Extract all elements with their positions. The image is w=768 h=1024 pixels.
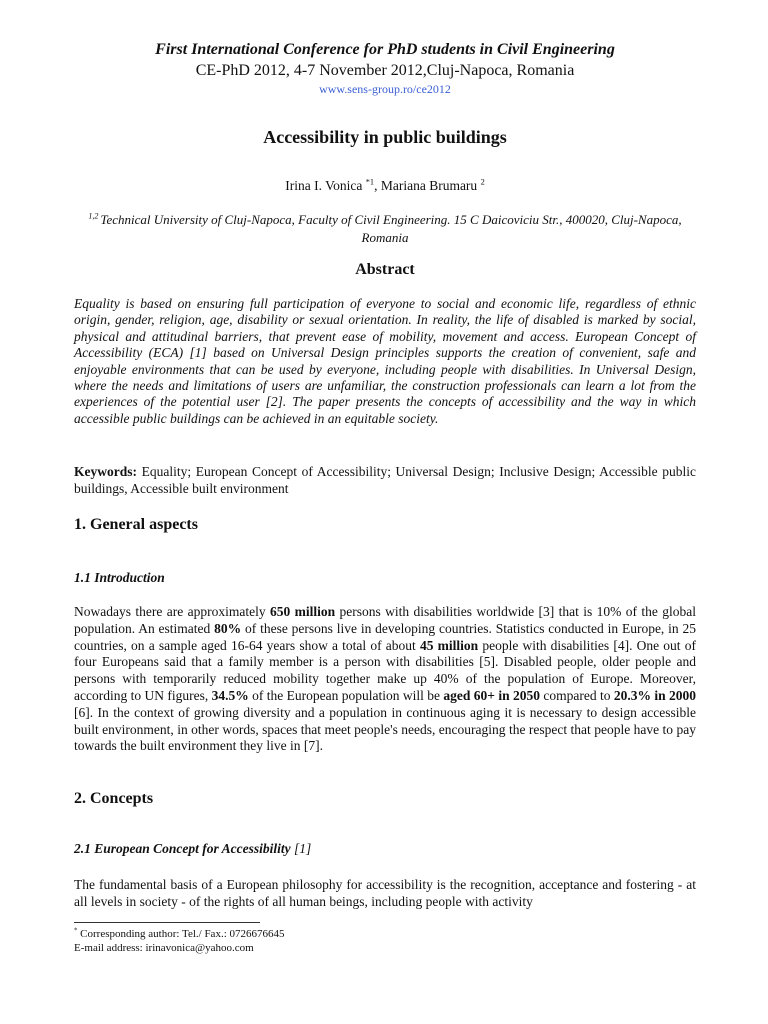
section-2-1-ref: [1] — [294, 841, 312, 856]
author-1: Irina I. Vonica — [285, 178, 366, 193]
introduction-paragraph — [74, 604, 696, 755]
intro-bold-3: 45 million — [419, 637, 479, 653]
intro-bold-4: 34.5% — [211, 687, 249, 703]
affiliation-text: Technical University of Cluj-Napoca, Faculty of Civil Engineering. 15 C Daicoviciu Str., 400020, Cluj-Napoca, Romania — [100, 212, 682, 245]
authors — [74, 178, 696, 194]
conference-url-link[interactable]: www.sens-group.ro/ce2012 — [319, 82, 451, 96]
intro-bold-5: aged 60+ in 2050 — [443, 687, 540, 703]
author-2-mark: 2 — [480, 177, 485, 187]
footnote-line-1 — [74, 928, 696, 942]
intro-text-4: people with disabilities [4]. One out of four Europeans said that a family member is a person with disabilities [5]. Disabled people, older people and persons with temporarily reduced mobility together make up 40% of the population of Europe. Moreover, according to UN figures, — [74, 637, 696, 703]
footnote-divider — [74, 922, 260, 923]
intro-text-5: of the European population will be — [248, 687, 444, 703]
intro-text-7: [6]. In the context of growing diversity and a population in continuous aging it is necessary to design accessible built environment, in other words, spaces that meet people's needs, encouraging the respect that people have to pay towards the built environment they live in [7]. — [74, 704, 696, 754]
author-separator-and-author-2: , Mariana Brumaru — [374, 178, 481, 193]
footnote-contact: Corresponding author: Tel./ Fax.: 0726676645 — [77, 928, 285, 940]
conference-subtitle: CE-PhD 2012, 4-7 November 2012,Cluj-Napoca, Romania — [195, 62, 575, 79]
affiliation — [74, 211, 696, 247]
abstract-text: Equality is based on ensuring full participation of everyone to social and economic life, regardless of ethnic origin, gender, religion, age, disability or sexual orientation. In reality, the life of disabled is marked by social, physical and attitudinal barriers, that prevent ease of mobility, movement and access. European Concept of Accessibility (ECA) [1] based on Universal Design principles supports the creation of convenient, safe and enjoyable environments that can be used by everyone, including people with disabilities. In Universal Design, where the needs and limitations of users are unfamiliar, the construction professionals can learn a lot from the experiences of the potential user [2]. The paper presents the concepts of accessibility and the way in which accessible public buildings can be achieved in an equitable society. — [74, 296, 696, 426]
intro-bold-6: 20.3% in 2000 — [613, 687, 697, 703]
intro-bold-2: 80% — [214, 620, 242, 636]
keywords-label: Keywords: — [74, 464, 137, 479]
concept-paragraph: The fundamental basis of a European philosophy for accessibility is the recognition, acceptance and fostering - at all levels in society - of the rights of all human beings, including people with activity — [74, 877, 696, 909]
section-2-heading: 2. Concepts — [74, 790, 154, 807]
section-2-1-title: 2.1 European Concept for Accessibility — [74, 841, 294, 856]
affiliation-mark: 1,2 — [88, 211, 101, 221]
intro-text-1: Nowadays there are approximately — [74, 604, 270, 619]
author-1-mark: *1 — [365, 177, 375, 187]
intro-text-2: persons with disabilities worldwide [3] that is 10% of the global population. An estimated — [74, 604, 696, 636]
abstract-heading: Abstract — [355, 261, 415, 278]
section-1-1-heading: 1.1 Introduction — [74, 570, 165, 585]
conference-title: First International Conference for PhD students in Civil Engineering — [155, 41, 615, 58]
section-1-heading: 1. General aspects — [74, 516, 198, 533]
footnote-mark: * — [74, 927, 78, 935]
intro-bold-1: 650 million — [269, 604, 336, 619]
footnote-email: E-mail address: irinavonica@yahoo.com — [74, 941, 254, 954]
keywords — [74, 464, 696, 497]
intro-text-6: compared to — [539, 687, 614, 703]
intro-text-3: of these persons live in developing countries. Statistics conducted in Europe, in 25 countries, on a sample aged 16-64 years show a total of about — [74, 620, 696, 653]
paper-title: Accessibility in public buildings — [263, 127, 507, 147]
keywords-text: Equality; European Concept of Accessibility; Universal Design; Inclusive Design; Accessible public buildings, Accessible built environment — [74, 464, 696, 496]
footnote — [74, 928, 696, 955]
section-2-1-heading — [74, 841, 696, 857]
